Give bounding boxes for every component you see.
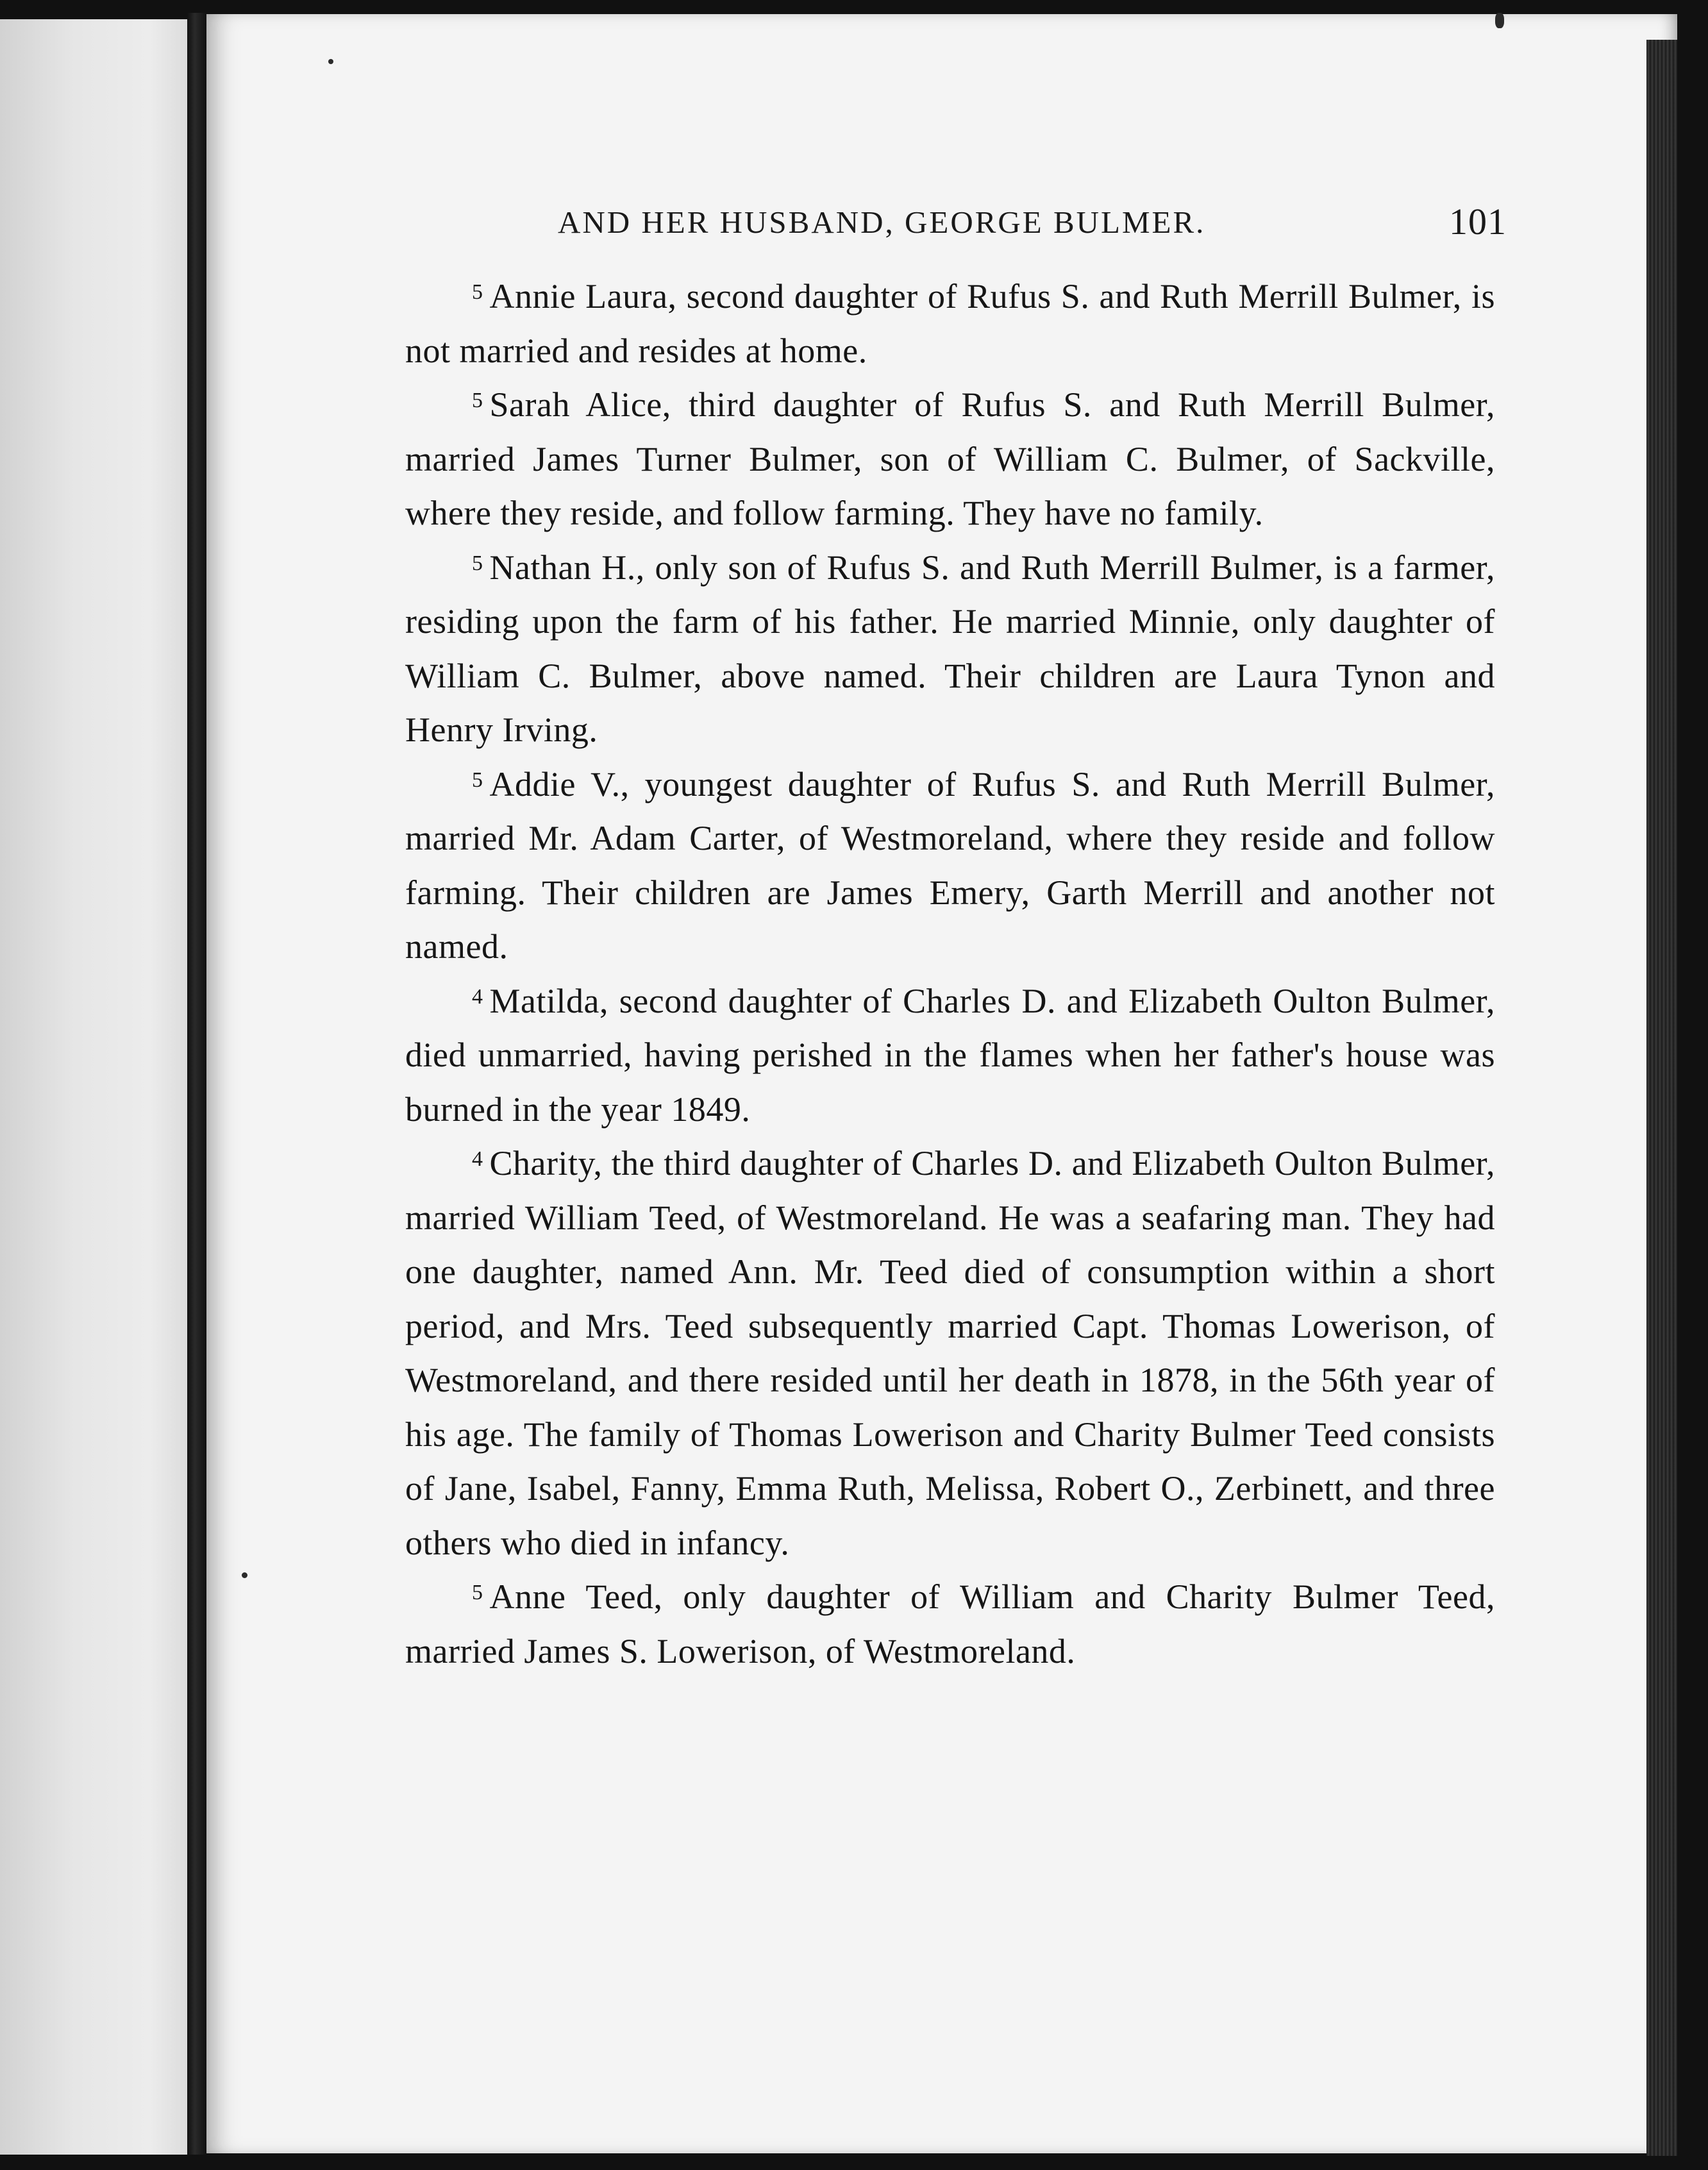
facing-page-edge bbox=[0, 19, 187, 2155]
book-gutter bbox=[187, 13, 206, 2155]
entry-annie-laura bbox=[405, 269, 1495, 378]
entry-text: Nathan H., only son of Rufus S. and Ruth Merrill Bulmer, is a farmer, residing upon the farm of his father. He married Minnie, only daughter of William C. Bulmer, above named. Their children are Laura Tynon and Henry Irving. bbox=[405, 548, 1495, 749]
entry-text: Annie Laura, second daughter of Rufus S. and Ruth Merrill Bulmer, is not married and resides at home. bbox=[405, 277, 1495, 370]
entry-nathan-h bbox=[405, 541, 1495, 757]
scan-speck bbox=[1495, 13, 1504, 28]
entry-text: Charity, the third daughter of Charles D. and Elizabeth Oulton Bulmer, married William Teed, of Westmoreland. He was a seafaring man. They had one daughter, named Ann. Mr. Teed died of consumption within a short period, and Mrs. Teed subsequently married Capt. Thomas Lowerison, of Westmoreland, and there resided until her death in 1878, in the 56th year of his age. The family of Thomas Lowerison and Charity Bulmer Teed consists of Jane, Isabel, Fanny, Emma Ruth, Melissa, Robert O., Zerbinett, and three others who died in infancy. bbox=[405, 1144, 1495, 1562]
generation-number: 5 bbox=[472, 389, 483, 412]
running-head bbox=[558, 201, 1507, 249]
running-head-title: AND HER HUSBAND, GEORGE BULMER. bbox=[558, 205, 1206, 240]
generation-number: 4 bbox=[472, 984, 483, 1009]
generation-number: 5 bbox=[472, 280, 483, 304]
entry-text: Matilda, second daughter of Charles D. and Elizabeth Oulton Bulmer, died unmarried, having perished in the flames when her father's house was burned in the year 1849. bbox=[405, 981, 1495, 1129]
entry-text: Addie V., youngest daughter of Rufus S. and Ruth Merrill Bulmer, married Mr. Adam Carter, of Westmoreland, where they reside and follow farming. Their children are James Emery, Garth Merrill and another not named. bbox=[405, 764, 1495, 966]
entry-sarah-alice bbox=[405, 378, 1495, 541]
page-number: 101 bbox=[1449, 201, 1507, 242]
entry-anne-teed bbox=[405, 1570, 1495, 1678]
generation-number: 5 bbox=[472, 1581, 483, 1604]
generation-number: 5 bbox=[472, 768, 483, 792]
entry-addie-v bbox=[405, 757, 1495, 974]
scan-speck bbox=[242, 1572, 247, 1578]
entry-text: Anne Teed, only daughter of William and Charity Bulmer Teed, married James S. Lowerison, of Westmoreland. bbox=[405, 1577, 1495, 1670]
entry-matilda bbox=[405, 974, 1495, 1137]
generation-number: 5 bbox=[472, 551, 483, 575]
body-text bbox=[405, 269, 1495, 1678]
entry-charity bbox=[405, 1136, 1495, 1570]
generation-number: 4 bbox=[472, 1147, 483, 1171]
entry-text: Sarah Alice, third daughter of Rufus S. and Ruth Merrill Bulmer, married James Turner Bulmer, son of William C. Bulmer, of Sackville, where they reside, and follow farming. They have no family. bbox=[405, 385, 1495, 532]
scan-speck bbox=[328, 59, 333, 64]
page-stack-edge bbox=[1646, 40, 1677, 2156]
